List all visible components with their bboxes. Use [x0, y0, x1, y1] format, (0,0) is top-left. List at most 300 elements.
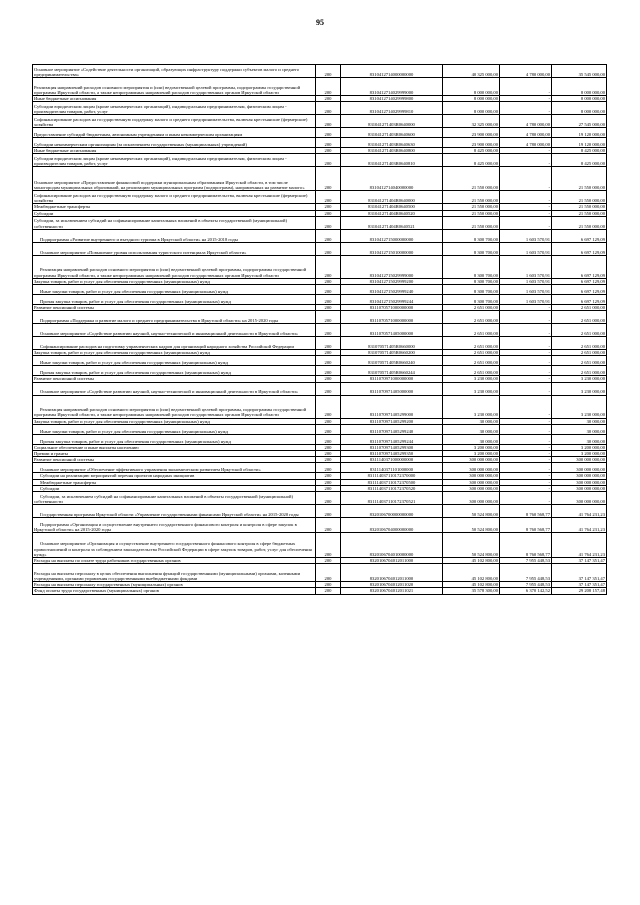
row-name-cell: Прочая закупка товаров, работ и услуг для обеспечения государственных (муниципальных) нужд [33, 434, 316, 444]
row-approved-amount-cell: 3 230 000,00 [443, 376, 500, 382]
row-admin-code-cell: 200 [316, 382, 341, 395]
table-row [33, 337, 607, 350]
table-row [33, 115, 607, 128]
row-approved-amount-cell: 45 102 800,00 [443, 582, 500, 588]
row-unexecuted-amount-cell: 37 147 351,47 [552, 564, 607, 582]
row-unexecuted-amount-cell: 21 550 000,00 [552, 167, 607, 191]
row-executed-amount-cell: 4 780 000,00 [500, 138, 552, 148]
row-unexecuted-amount-cell: 41 764 231,23 [552, 518, 607, 533]
row-unexecuted-amount-cell: 6 697 129,09 [552, 255, 607, 278]
row-unexecuted-amount-cell: 21 550 000,00 [552, 191, 607, 204]
row-name-cell: Иные закупки товаров, работ и услуг для обеспечения государственных (муниципальных) нужд [33, 356, 316, 366]
row-budget-code-cell: 831041271404R0640500 [341, 204, 443, 210]
row-name-cell: Реализация направлений расходов основного мероприятия и (или) ведомственной целевой программы, подпрограммы государственной программы Иркутской области, а также непрограммных направлений расходов государственных органов Иркутской области [33, 255, 316, 278]
row-budget-code-cell: 8311070971000000000 [341, 376, 443, 382]
table-row [33, 167, 607, 191]
row-budget-code-cell: 831041271403R0640810 [341, 154, 443, 167]
row-executed-amount-cell: - [500, 473, 552, 479]
row-admin-code-cell: 200 [316, 395, 341, 418]
row-approved-amount-cell: 45 102 800,00 [443, 564, 500, 582]
row-executed-amount-cell: 6 370 142,52 [500, 588, 552, 594]
row-approved-amount-cell: 3 200 000,00 [443, 451, 500, 457]
row-budget-code-cell: 8310412714029999000 [341, 78, 443, 96]
row-executed-amount-cell: - [500, 167, 552, 191]
row-budget-code-cell: 831041271404R0640521 [341, 216, 443, 229]
row-admin-code-cell: 200 [316, 564, 341, 582]
row-admin-code-cell: 200 [316, 295, 341, 305]
row-admin-code-cell: 200 [316, 255, 341, 278]
row-unexecuted-amount-cell: 30 000,00 [552, 434, 607, 444]
row-unexecuted-amount-cell: 21 550 000,00 [552, 216, 607, 229]
row-approved-amount-cell: 2 651 000,00 [443, 356, 500, 366]
row-admin-code-cell: 200 [316, 473, 341, 479]
row-unexecuted-amount-cell: 3 230 000,00 [552, 382, 607, 395]
row-budget-code-cell: 831041271404R0640520 [341, 210, 443, 216]
row-admin-code-cell: 200 [316, 311, 341, 324]
row-executed-amount-cell: 7 955 448,53 [500, 564, 552, 582]
row-name-cell: Софинансирование расходов на государственную поддержку малого и среднего предпринимательства, включая крестьянские (фермерские) хозяйства [33, 115, 316, 128]
table-row [33, 102, 607, 115]
row-executed-amount-cell: - [500, 305, 552, 311]
row-budget-code-cell: 8311070971405299244 [341, 434, 443, 444]
row-name-cell: Прочая закупка товаров, работ и услуг для обеспечения государственных (муниципальных) нужд [33, 366, 316, 376]
row-budget-code-cell: 8310412715029999000 [341, 255, 443, 278]
row-budget-code-cell: 831041271403R0640800 [341, 148, 443, 154]
row-executed-amount-cell: 7 955 448,53 [500, 558, 552, 564]
row-admin-code-cell: 200 [316, 154, 341, 167]
row-approved-amount-cell: 21 550 000,00 [443, 191, 500, 204]
row-approved-amount-cell: 8 300 700,00 [443, 278, 500, 284]
row-unexecuted-amount-cell: 2 651 000,00 [552, 350, 607, 356]
row-admin-code-cell: 200 [316, 366, 341, 376]
table-row [33, 382, 607, 395]
row-approved-amount-cell: 23 900 000,00 [443, 138, 500, 148]
row-approved-amount-cell: 8 300 700,00 [443, 295, 500, 305]
row-executed-amount-cell: 1 603 570,91 [500, 278, 552, 284]
table-row [33, 229, 607, 242]
row-name-cell: Государственная программа Иркутской области «Управление государственными финансами Иркутской области» на 2015-2020 годы [33, 505, 316, 518]
row-approved-amount-cell: 45 102 800,00 [443, 558, 500, 564]
row-budget-code-cell: 8310412714000000000 [341, 65, 443, 78]
row-budget-code-cell: 831114037110172370520 [341, 485, 443, 491]
row-name-cell: Межбюджетные трансферты [33, 479, 316, 485]
row-executed-amount-cell: - [500, 204, 552, 210]
row-name-cell: Расходы на выплаты персоналу в целях обеспечения выполнения функций государственными (муниципальными) органами, казенными учреждениями, органами управления государственными внебюджетными фондами [33, 564, 316, 582]
row-executed-amount-cell: - [500, 311, 552, 324]
row-name-cell: Прочая закупка товаров, работ и услуг для обеспечения государственных (муниципальных) нужд [33, 295, 316, 305]
row-executed-amount-cell: 1 603 570,91 [500, 255, 552, 278]
row-unexecuted-amount-cell: 300 000 000,00 [552, 485, 607, 491]
row-budget-code-cell: 8310412714029999810 [341, 102, 443, 115]
row-executed-amount-cell: - [500, 457, 552, 463]
row-unexecuted-amount-cell: 2 651 000,00 [552, 311, 607, 324]
row-approved-amount-cell: 300 000 000,00 [443, 485, 500, 491]
table-row [33, 295, 607, 305]
row-admin-code-cell: 200 [316, 505, 341, 518]
row-name-cell: Реализация направлений расходов основного мероприятия и (или) ведомственной целевой программы, подпрограммы государственной программы Иркутской области, а также непрограммных направлений расходов государственных органов Иркутской области [33, 78, 316, 96]
row-executed-amount-cell: - [500, 434, 552, 444]
row-name-cell: Субсидии на реализацию мероприятий перечня проектов народных инициатив [33, 473, 316, 479]
row-unexecuted-amount-cell: 41 764 231,23 [552, 533, 607, 558]
row-unexecuted-amount-cell: 8 000 000,00 [552, 96, 607, 102]
row-approved-amount-cell: 21 550 000,00 [443, 210, 500, 216]
row-approved-amount-cell: 2 651 000,00 [443, 324, 500, 337]
table-row [33, 242, 607, 255]
row-executed-amount-cell: - [500, 96, 552, 102]
row-unexecuted-amount-cell: 30 000,00 [552, 418, 607, 424]
row-unexecuted-amount-cell: 300 000 000,00 [552, 473, 607, 479]
row-executed-amount-cell: - [500, 444, 552, 450]
row-name-cell: Закупка товаров, работ и услуг для обеспечения государственных (муниципальных) нужд [33, 418, 316, 424]
row-budget-code-cell: 8311070571000000000 [341, 311, 443, 324]
row-executed-amount-cell: - [500, 154, 552, 167]
row-unexecuted-amount-cell: 2 651 000,00 [552, 324, 607, 337]
row-budget-code-cell: 831114037110172370521 [341, 492, 443, 505]
table-row [33, 78, 607, 96]
row-unexecuted-amount-cell: 300 000 000,00 [552, 457, 607, 463]
row-name-cell: Развитие пенсионной системы [33, 305, 316, 311]
row-budget-code-cell: 8311070571000000000 [341, 305, 443, 311]
row-approved-amount-cell: 300 000 000,00 [443, 457, 500, 463]
row-budget-code-cell: 8310412715029999200 [341, 278, 443, 284]
row-budget-code-cell: 8310412714029999800 [341, 96, 443, 102]
table-row [33, 324, 607, 337]
row-unexecuted-amount-cell: 8 425 000,00 [552, 148, 607, 154]
row-approved-amount-cell: 300 000 000,00 [443, 473, 500, 479]
row-executed-amount-cell: - [500, 479, 552, 485]
row-executed-amount-cell: - [500, 78, 552, 96]
row-unexecuted-amount-cell: 300 000 000,00 [552, 479, 607, 485]
row-budget-code-cell: 831114037110172370000 [341, 473, 443, 479]
row-budget-code-cell: 8311070571405000000 [341, 324, 443, 337]
budget-table [32, 64, 607, 595]
table-row [33, 128, 607, 138]
row-budget-code-cell: 8320106704012011000 [341, 558, 443, 564]
row-admin-code-cell: 200 [316, 204, 341, 210]
row-approved-amount-cell: 21 550 000,00 [443, 216, 500, 229]
table-row [33, 518, 607, 533]
row-executed-amount-cell: - [500, 324, 552, 337]
row-executed-amount-cell: - [500, 492, 552, 505]
row-admin-code-cell: 200 [316, 424, 341, 434]
row-admin-code-cell: 200 [316, 96, 341, 102]
row-name-cell: Премии и гранты [33, 451, 316, 457]
row-budget-code-cell: 831070571405R0660244 [341, 366, 443, 376]
row-budget-code-cell: 831041271404R0640000 [341, 191, 443, 204]
row-admin-code-cell: 200 [316, 78, 341, 96]
row-name-cell: Основное мероприятие «Содействие развитию научной, научно-технической и инновационной деятельности в Иркутской области» [33, 324, 316, 337]
row-approved-amount-cell: 30 000,00 [443, 424, 500, 434]
row-name-cell: Иные бюджетные ассигнования [33, 148, 316, 154]
row-executed-amount-cell: - [500, 210, 552, 216]
row-approved-amount-cell: 35 578 300,00 [443, 588, 500, 594]
row-approved-amount-cell: 30 000,00 [443, 434, 500, 444]
row-admin-code-cell: 200 [316, 138, 341, 148]
table-row [33, 463, 607, 473]
row-name-cell: Субсидии некоммерческим организациям (за исключением государственных (муниципальных) учреждений) [33, 138, 316, 148]
table-row [33, 154, 607, 167]
row-budget-code-cell: 831041271403R0640600 [341, 128, 443, 138]
row-executed-amount-cell: - [500, 350, 552, 356]
row-approved-amount-cell: 50 524 800,00 [443, 518, 500, 533]
row-approved-amount-cell: 8 000 000,00 [443, 102, 500, 115]
table-row [33, 424, 607, 434]
row-unexecuted-amount-cell: 19 120 000,00 [552, 138, 607, 148]
row-name-cell: Иные закупки товаров, работ и услуг для обеспечения государственных (муниципальных) нужд [33, 285, 316, 295]
table-row [33, 356, 607, 366]
row-approved-amount-cell: 2 651 000,00 [443, 337, 500, 350]
row-admin-code-cell: 200 [316, 229, 341, 242]
row-name-cell: Субсидии юридическим лицам (кроме некоммерческих организаций), индивидуальным предпринимателям, физическим лицам - производителям товаров, работ, услуг [33, 154, 316, 167]
row-executed-amount-cell: - [500, 376, 552, 382]
row-name-cell: Субсидии, за исключением субсидий на софинансирование капитальных вложений в объекты государственной (муниципальной) собственности [33, 492, 316, 505]
row-executed-amount-cell: - [500, 485, 552, 491]
row-executed-amount-cell: 7 955 448,53 [500, 582, 552, 588]
row-executed-amount-cell: - [500, 337, 552, 350]
row-approved-amount-cell: 8 425 000,00 [443, 148, 500, 154]
row-budget-code-cell: 8311070971405299000 [341, 395, 443, 418]
row-admin-code-cell: 200 [316, 305, 341, 311]
row-admin-code-cell: 200 [316, 324, 341, 337]
row-approved-amount-cell: 30 000,00 [443, 418, 500, 424]
row-admin-code-cell: 200 [316, 337, 341, 350]
row-unexecuted-amount-cell: 3 230 000,00 [552, 395, 607, 418]
row-budget-code-cell: 8320106704010000000 [341, 533, 443, 558]
row-admin-code-cell: 200 [316, 65, 341, 78]
row-approved-amount-cell: 23 900 000,00 [443, 128, 500, 138]
row-unexecuted-amount-cell: 2 651 000,00 [552, 356, 607, 366]
row-executed-amount-cell: 4 780 000,00 [500, 115, 552, 128]
page-number: 95 [316, 18, 324, 27]
row-name-cell: Подпрограмма «Организация и осуществление внутреннего государственного финансового контроля и контроля в сфере закупок в Иркутской области» на 2015-2020 годы [33, 518, 316, 533]
row-approved-amount-cell: 8 000 000,00 [443, 96, 500, 102]
row-name-cell: Подпрограмма «Развитие внутреннего и въездного туризма в Иркутской области» на 2015-2018 годы [33, 229, 316, 242]
row-budget-code-cell: 8310412715029999244 [341, 295, 443, 305]
row-unexecuted-amount-cell: 6 697 129,09 [552, 285, 607, 295]
table-row [33, 311, 607, 324]
row-unexecuted-amount-cell: 27 545 000,00 [552, 115, 607, 128]
row-executed-amount-cell: 1 603 570,91 [500, 229, 552, 242]
row-admin-code-cell: 200 [316, 451, 341, 457]
row-executed-amount-cell: 8 760 568,77 [500, 533, 552, 558]
row-executed-amount-cell: - [500, 451, 552, 457]
row-unexecuted-amount-cell: 37 147 351,47 [552, 558, 607, 564]
row-budget-code-cell: 831070571405R0660200 [341, 350, 443, 356]
row-admin-code-cell: 200 [316, 115, 341, 128]
row-unexecuted-amount-cell: 21 550 000,00 [552, 204, 607, 210]
row-approved-amount-cell: 2 651 000,00 [443, 311, 500, 324]
row-name-cell: Закупка товаров, работ и услуг для обеспечения государственных (муниципальных) нужд [33, 350, 316, 356]
row-name-cell: Субсидии [33, 485, 316, 491]
row-approved-amount-cell: 2 651 000,00 [443, 350, 500, 356]
row-executed-amount-cell: 1 603 570,91 [500, 242, 552, 255]
row-approved-amount-cell: 50 524 800,00 [443, 505, 500, 518]
row-admin-code-cell: 200 [316, 518, 341, 533]
row-admin-code-cell: 200 [316, 485, 341, 491]
row-approved-amount-cell: 8 425 000,00 [443, 154, 500, 167]
row-unexecuted-amount-cell: 6 697 129,09 [552, 278, 607, 284]
row-approved-amount-cell: 3 230 000,00 [443, 395, 500, 418]
table-row [33, 588, 607, 594]
row-admin-code-cell: 200 [316, 210, 341, 216]
row-admin-code-cell: 200 [316, 418, 341, 424]
row-admin-code-cell: 200 [316, 278, 341, 284]
row-executed-amount-cell: - [500, 356, 552, 366]
row-admin-code-cell: 200 [316, 356, 341, 366]
row-name-cell: Софинансирование расходов на подготовку управленческих кадров для организаций народного хозяйства Российской Федерации [33, 337, 316, 350]
row-unexecuted-amount-cell: 35 545 000,00 [552, 65, 607, 78]
row-name-cell: Основное мероприятие «Повышение уровня использования туристского потенциала Иркутской области» [33, 242, 316, 255]
row-admin-code-cell: 200 [316, 350, 341, 356]
row-budget-code-cell: 831041271403R0640000 [341, 115, 443, 128]
row-budget-code-cell: 831070571405R0660000 [341, 337, 443, 350]
row-executed-amount-cell: - [500, 418, 552, 424]
row-budget-code-cell: 8311070971405299240 [341, 424, 443, 434]
row-budget-code-cell: 8320106700000000000 [341, 505, 443, 518]
row-budget-code-cell: 8310412715010000000 [341, 242, 443, 255]
row-approved-amount-cell: 3 230 000,00 [443, 382, 500, 395]
row-unexecuted-amount-cell: 300 000 000,00 [552, 492, 607, 505]
row-name-cell: Предоставление субсидий бюджетным, автономным учреждениям и иным некоммерческим организациям [33, 128, 316, 138]
row-name-cell: Закупка товаров, работ и услуг для обеспечения государственных (муниципальных) нужд [33, 278, 316, 284]
row-unexecuted-amount-cell: 29 208 157,48 [552, 588, 607, 594]
row-name-cell: Подпрограмма «Поддержка и развитие малого и среднего предпринимательства в Иркутской области» на 2015-2020 годы [33, 311, 316, 324]
table-row [33, 216, 607, 229]
row-unexecuted-amount-cell: 8 000 000,00 [552, 102, 607, 115]
row-name-cell: Межбюджетные трансферты [33, 204, 316, 210]
row-budget-code-cell: 8311070971405000000 [341, 382, 443, 395]
row-approved-amount-cell: 8 300 700,00 [443, 242, 500, 255]
row-unexecuted-amount-cell: 6 697 129,09 [552, 229, 607, 242]
row-budget-code-cell: 831114037110172370500 [341, 479, 443, 485]
row-admin-code-cell: 200 [316, 582, 341, 588]
row-executed-amount-cell: 1 603 570,91 [500, 295, 552, 305]
row-budget-code-cell: 8311140371101000000 [341, 463, 443, 473]
row-executed-amount-cell: - [500, 424, 552, 434]
row-admin-code-cell: 200 [316, 457, 341, 463]
row-executed-amount-cell: - [500, 148, 552, 154]
row-approved-amount-cell: 40 325 000,00 [443, 65, 500, 78]
row-budget-code-cell: 8310412715000000000 [341, 229, 443, 242]
row-executed-amount-cell: 1 603 570,91 [500, 285, 552, 295]
row-unexecuted-amount-cell: 41 764 231,23 [552, 505, 607, 518]
row-name-cell: Иные закупки товаров, работ и услуг для обеспечения государственных (муниципальных) нужд [33, 424, 316, 434]
row-name-cell: Развитие пенсионной системы [33, 376, 316, 382]
row-unexecuted-amount-cell: 3 200 000,00 [552, 451, 607, 457]
row-unexecuted-amount-cell: 37 147 351,47 [552, 582, 607, 588]
row-admin-code-cell: 200 [316, 128, 341, 138]
table-row [33, 255, 607, 278]
table-row [33, 285, 607, 295]
budget-table-body [33, 65, 607, 595]
row-budget-code-cell: 8311070971405299350 [341, 451, 443, 457]
row-unexecuted-amount-cell: 2 651 000,00 [552, 366, 607, 376]
row-approved-amount-cell: 300 000 000,00 [443, 463, 500, 473]
row-approved-amount-cell: 2 651 000,00 [443, 305, 500, 311]
row-name-cell: Субсидии юридическим лицам (кроме некоммерческих организаций), индивидуальным предпринимателям, физическим лицам - производителям товаров, работ, услуг [33, 102, 316, 115]
row-admin-code-cell: 200 [316, 444, 341, 450]
row-admin-code-cell: 200 [316, 242, 341, 255]
table-row [33, 505, 607, 518]
row-admin-code-cell: 200 [316, 285, 341, 295]
row-admin-code-cell: 200 [316, 216, 341, 229]
row-name-cell: Реализация направлений расходов основного мероприятия и (или) ведомственной целевой программы, подпрограммы государственной программы Иркутской области, а также непрограммных направлений расходов государственных органов Иркутской области [33, 395, 316, 418]
row-budget-code-cell: 8311070971405299300 [341, 444, 443, 450]
row-admin-code-cell: 200 [316, 558, 341, 564]
table-row [33, 191, 607, 204]
row-executed-amount-cell: - [500, 382, 552, 395]
row-unexecuted-amount-cell: 2 651 000,00 [552, 305, 607, 311]
row-executed-amount-cell: - [500, 366, 552, 376]
row-admin-code-cell: 200 [316, 167, 341, 191]
row-budget-code-cell: 8320106704012011021 [341, 588, 443, 594]
row-name-cell: Основное мероприятие «Обеспечение эффективного управления экономическим развитием Иркутской области» [33, 463, 316, 473]
row-executed-amount-cell: - [500, 191, 552, 204]
table-row [33, 434, 607, 444]
row-name-cell: Основное мероприятие «Предоставление финансовой поддержки муниципальным образованиям Иркутской области, в том числе моногородам муниципальных образований, на реализацию муниципальных программ (подпрограмм), направленных на развитие малого» [33, 167, 316, 191]
row-admin-code-cell: 200 [316, 533, 341, 558]
row-budget-code-cell: 8320106704012011000 [341, 564, 443, 582]
row-approved-amount-cell: 300 000 000,00 [443, 479, 500, 485]
table-row [33, 366, 607, 376]
row-approved-amount-cell: 8 000 000,00 [443, 78, 500, 96]
row-name-cell: Основное мероприятие «Содействие развитию научной, научно-технической и инновационной деятельности в Иркутской области» [33, 382, 316, 395]
row-admin-code-cell: 200 [316, 434, 341, 444]
row-unexecuted-amount-cell: 21 550 000,00 [552, 210, 607, 216]
row-executed-amount-cell: 4 780 000,00 [500, 128, 552, 138]
table-row [33, 533, 607, 558]
row-budget-code-cell: 8320106704000000000 [341, 518, 443, 533]
row-name-cell: Иные бюджетные ассигнования [33, 96, 316, 102]
row-admin-code-cell: 200 [316, 376, 341, 382]
row-executed-amount-cell: 4 780 000,00 [500, 65, 552, 78]
row-budget-code-cell: 8320106704012011020 [341, 582, 443, 588]
row-executed-amount-cell: - [500, 102, 552, 115]
table-row [33, 564, 607, 582]
row-budget-code-cell: 831070571405R0660240 [341, 356, 443, 366]
row-unexecuted-amount-cell: 8 000 000,00 [552, 78, 607, 96]
row-name-cell: Субсидии, за исключением субсидий на софинансирование капитальных вложений в объекты государственной (муниципальной) собственности [33, 216, 316, 229]
row-unexecuted-amount-cell: 6 697 129,09 [552, 295, 607, 305]
row-unexecuted-amount-cell: 3 230 000,00 [552, 376, 607, 382]
row-approved-amount-cell: 21 550 000,00 [443, 167, 500, 191]
row-admin-code-cell: 200 [316, 102, 341, 115]
row-name-cell: Основное мероприятие «Содействие деятельности организаций, образующих инфраструктуру поддержки субъектов малого и среднего предпринимательства» [33, 65, 316, 78]
row-name-cell: Софинансирование расходов на государственную поддержку малого и среднего предпринимательства, включая крестьянские (фермерские) хозяйства [33, 191, 316, 204]
row-unexecuted-amount-cell: 19 120 000,00 [552, 128, 607, 138]
row-budget-code-cell: 8310412715029999240 [341, 285, 443, 295]
row-unexecuted-amount-cell: 2 651 000,00 [552, 337, 607, 350]
row-approved-amount-cell: 50 524 800,00 [443, 533, 500, 558]
row-admin-code-cell: 200 [316, 463, 341, 473]
table-row [33, 138, 607, 148]
row-unexecuted-amount-cell: 300 000 000,00 [552, 463, 607, 473]
row-approved-amount-cell: 32 325 000,00 [443, 115, 500, 128]
row-executed-amount-cell: - [500, 395, 552, 418]
row-approved-amount-cell: 2 651 000,00 [443, 366, 500, 376]
row-budget-code-cell: 8311140371000000000 [341, 457, 443, 463]
row-admin-code-cell: 200 [316, 588, 341, 594]
row-name-cell: Развитие пенсионной системы [33, 457, 316, 463]
table-row [33, 65, 607, 78]
row-name-cell: Фонд оплаты труда государственных (муниципальных) органов [33, 588, 316, 594]
row-approved-amount-cell: 8 300 700,00 [443, 255, 500, 278]
table-row [33, 395, 607, 418]
row-name-cell: Расходы на выплаты персоналу государственных (муниципальных) органов [33, 582, 316, 588]
row-executed-amount-cell: 8 760 568,77 [500, 518, 552, 533]
row-approved-amount-cell: 300 000 000,00 [443, 492, 500, 505]
row-approved-amount-cell: 3 200 000,00 [443, 444, 500, 450]
